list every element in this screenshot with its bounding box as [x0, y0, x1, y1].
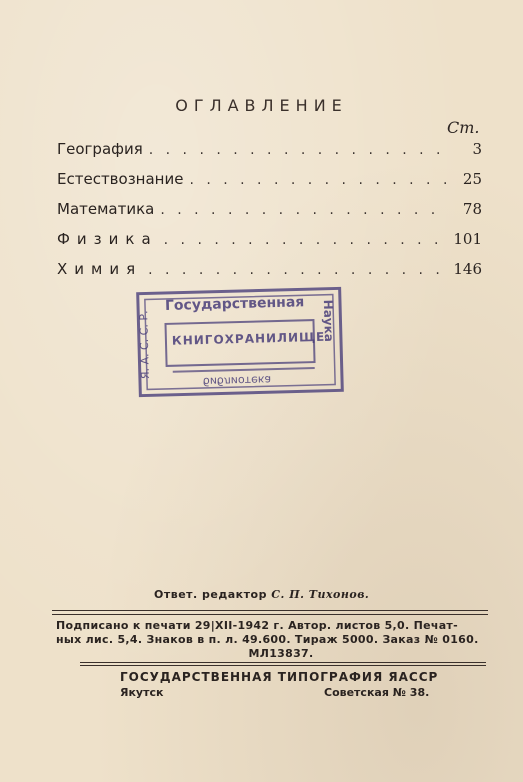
- toc-entry: [57, 140, 482, 162]
- toc-entry-page: 25: [462, 170, 482, 188]
- leader-dots: [164, 232, 448, 248]
- toc-entry-page: 146: [453, 260, 482, 278]
- leader-dots: [148, 262, 447, 278]
- toc-entry-name: Математика: [57, 200, 155, 218]
- toc-entry-name: Физика: [57, 230, 158, 248]
- toc-entry: [57, 260, 482, 282]
- toc-entry-name: География: [57, 140, 143, 158]
- toc-entry-page: 3: [472, 140, 482, 158]
- toc-entry-page: 101: [453, 230, 482, 248]
- divider: [80, 662, 486, 663]
- stamp-middle-text: КНИГОХРАНИЛИЩЕ: [171, 329, 326, 348]
- print-details-line: МЛ13837.: [248, 647, 314, 660]
- printing-city: Якутск: [120, 686, 164, 699]
- toc-entry: [57, 200, 482, 222]
- printing-house: ГОСУДАРСТВЕННАЯ ТИПОГРАФИЯ ЯАССР: [120, 670, 439, 684]
- toc-entry-name: Химия: [57, 260, 143, 278]
- print-details: [56, 619, 486, 661]
- editor-name: С. П. Тихонов.: [271, 588, 370, 601]
- leader-dots: [189, 172, 448, 188]
- toc-title: ОГЛАВЛЕНИЕ: [175, 96, 348, 115]
- toc-entry-name: Естествознание: [57, 170, 184, 188]
- page-column-header: Ст.: [447, 118, 480, 137]
- toc-entry-page: 78: [462, 200, 482, 218]
- toc-entry: [57, 170, 482, 192]
- divider: [80, 665, 486, 666]
- stamp-left-text: Я. А. С. С. Р.: [137, 310, 152, 380]
- editor-label: Ответ. редактор: [154, 588, 267, 601]
- divider: [52, 614, 488, 615]
- toc-entry: [57, 230, 482, 252]
- divider: [52, 610, 488, 611]
- print-details-line: Подписано к печати 29|XII-1942 г. Автор. листов 5,0. Печат-: [56, 619, 458, 632]
- stamp-top-text: Государственная: [164, 294, 305, 314]
- editor-line: [154, 588, 369, 601]
- leader-dots: [160, 202, 448, 218]
- library-stamp: [135, 285, 346, 398]
- stamp-bottom-text: библиотека: [202, 373, 272, 388]
- leader-dots: [149, 142, 448, 158]
- print-details-line: ных лис. 5,4. Знаков в п. л. 49.600. Тираж 5000. Заказ № 0160.: [56, 633, 479, 646]
- printing-address: Советская № 38.: [324, 686, 430, 699]
- stamp-right-text: Наука: [320, 299, 337, 343]
